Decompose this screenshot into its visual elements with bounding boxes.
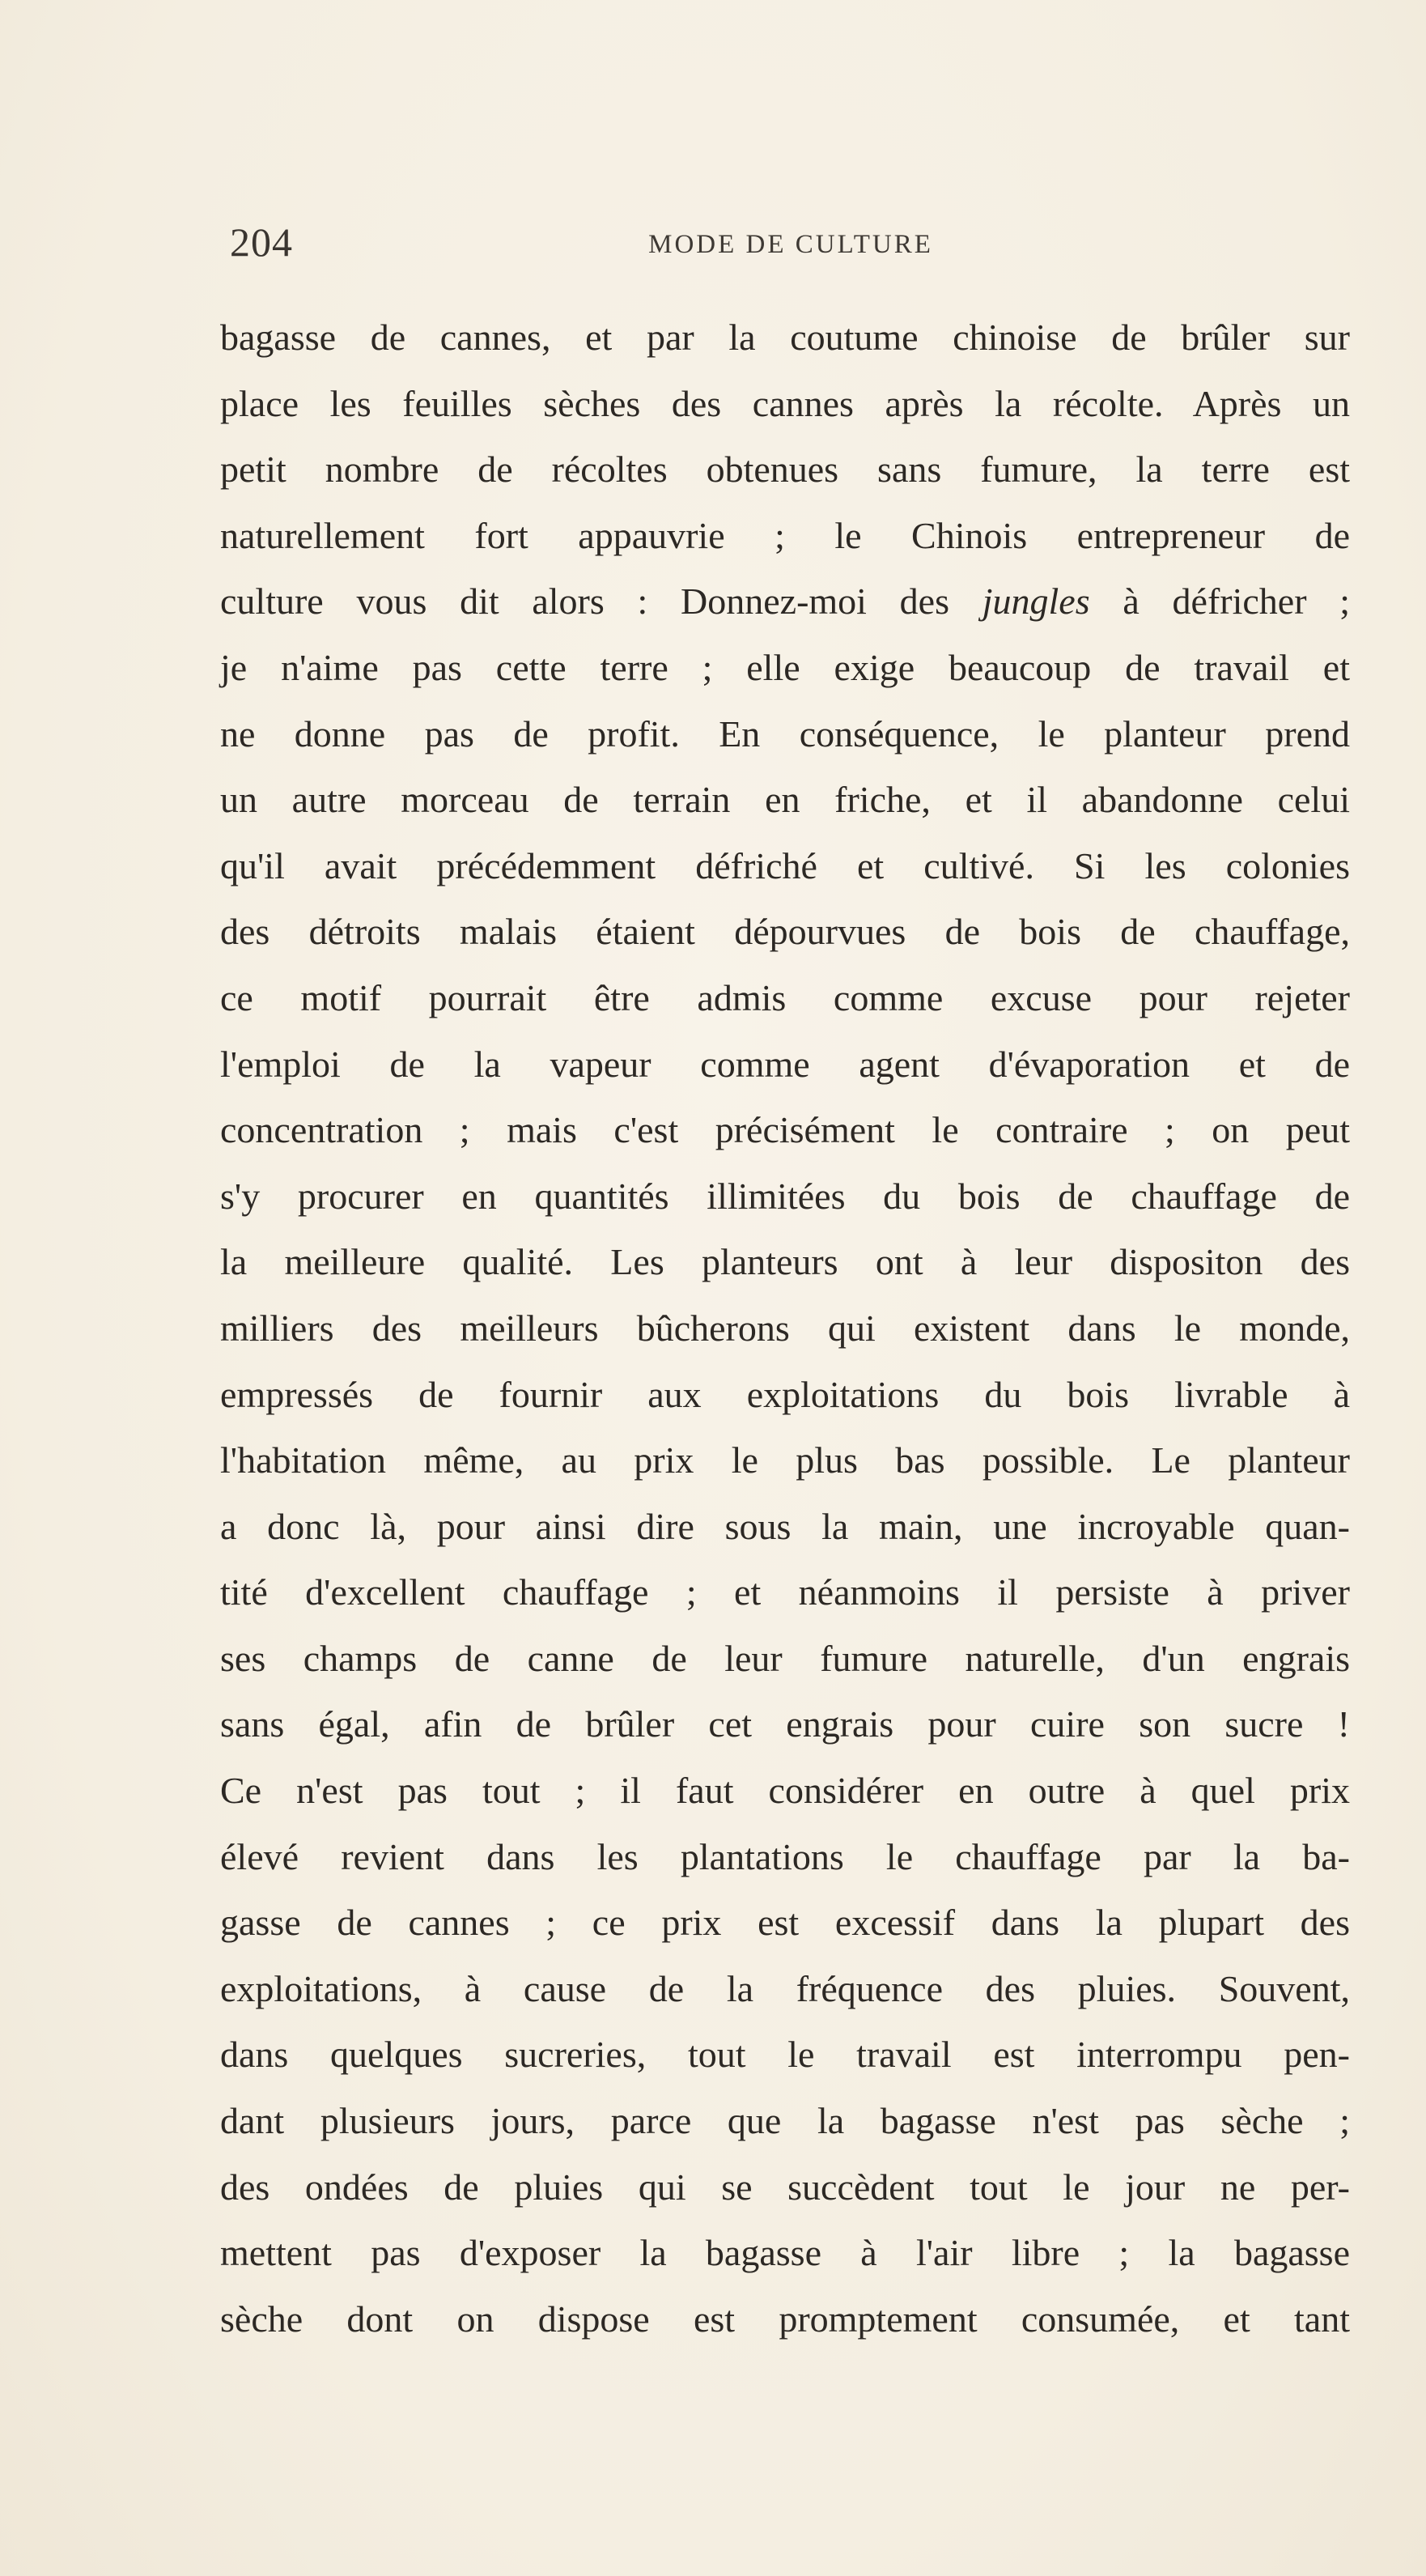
text-line: la meilleure qualité. Les planteurs ont à leur dispositon des bbox=[220, 1241, 1350, 1283]
text-line: place les feuilles sèches des cannes après la récolte. Après un bbox=[220, 382, 1350, 424]
text-line: sans égal, afin de brûler cet engrais pour cuire son sucre ! bbox=[220, 1703, 1350, 1745]
text-line: tité d'excellent chauffage ; et néanmoins il persiste à priver bbox=[220, 1571, 1350, 1613]
text-line: dans quelques sucreries, tout le travail est interrompu pen- bbox=[220, 2034, 1350, 2076]
text-line: a donc là, pour ainsi dire sous la main, une incroyable quan- bbox=[220, 1505, 1350, 1547]
running-title: MODE DE CULTURE bbox=[648, 230, 933, 259]
text-line: exploitations, à cause de la fréquence des pluies. Souvent, bbox=[220, 1967, 1350, 2009]
text-line: naturellement fort appauvrie ; le Chinois entrepreneur de bbox=[220, 514, 1350, 556]
italic-word: jungles bbox=[982, 580, 1090, 623]
text-line: mettent pas d'exposer la bagasse à l'air libre ; la bagasse bbox=[220, 2232, 1350, 2274]
text-line: ne donne pas de profit. En conséquence, le planteur prend bbox=[220, 712, 1350, 755]
text-line-start: culture vous dit alors : Donnez-moi des bbox=[220, 580, 950, 623]
text-line: qu'il avait précédemment défriché et cultivé. Si les colonies bbox=[220, 844, 1350, 886]
text-line: élevé revient dans les plantations le chauffage par la ba- bbox=[220, 1835, 1350, 1877]
text-line: l'habitation même, au prix le plus bas possible. Le planteur bbox=[220, 1439, 1350, 1481]
text-line: gasse de cannes ; ce prix est excessif dans la plupart des bbox=[220, 1902, 1350, 1944]
text-line: empressés de fournir aux exploitations du bois livrable à bbox=[220, 1373, 1350, 1415]
body-text bbox=[220, 304, 1350, 2352]
text-line: dant plusieurs jours, parce que la bagasse n'est pas sèche ; bbox=[220, 2100, 1350, 2142]
text-line: concentration ; mais c'est précisément le contraire ; on peut bbox=[220, 1109, 1350, 1151]
text-line: petit nombre de récoltes obtenues sans fumure, la terre est bbox=[220, 448, 1350, 491]
text-line: des ondées de pluies qui se succèdent tout le jour ne per- bbox=[220, 2166, 1350, 2208]
text-line: Ce n'est pas tout ; il faut considérer en outre à quel prix bbox=[220, 1770, 1350, 1812]
text-line: l'emploi de la vapeur comme agent d'évaporation et de bbox=[220, 1043, 1350, 1085]
text-line: des détroits malais étaient dépourvues de bois de chauffage, bbox=[220, 911, 1350, 953]
text-line: ce motif pourrait être admis comme excuse pour rejeter bbox=[220, 976, 1350, 1018]
text-line: ses champs de canne de leur fumure naturelle, d'un engrais bbox=[220, 1637, 1350, 1679]
text-line-end: à défricher ; bbox=[1123, 580, 1351, 623]
text-line: bagasse de cannes, et par la coutume chinoise de brûler sur bbox=[220, 317, 1350, 358]
text-line: sèche dont on dispose est promptement consumée, et tant bbox=[220, 2298, 1350, 2340]
text-line: je n'aime pas cette terre ; elle exige beaucoup de travail et bbox=[220, 646, 1350, 688]
text-line: un autre morceau de terrain en friche, et il abandonne celui bbox=[220, 779, 1350, 821]
page-header bbox=[230, 219, 1352, 283]
text-line: milliers des meilleurs bûcherons qui existent dans le monde, bbox=[220, 1307, 1350, 1349]
page-number: 204 bbox=[230, 219, 293, 265]
text-line bbox=[220, 568, 1350, 635]
text-line: s'y procurer en quantités illimitées du bois de chauffage de bbox=[220, 1175, 1350, 1217]
